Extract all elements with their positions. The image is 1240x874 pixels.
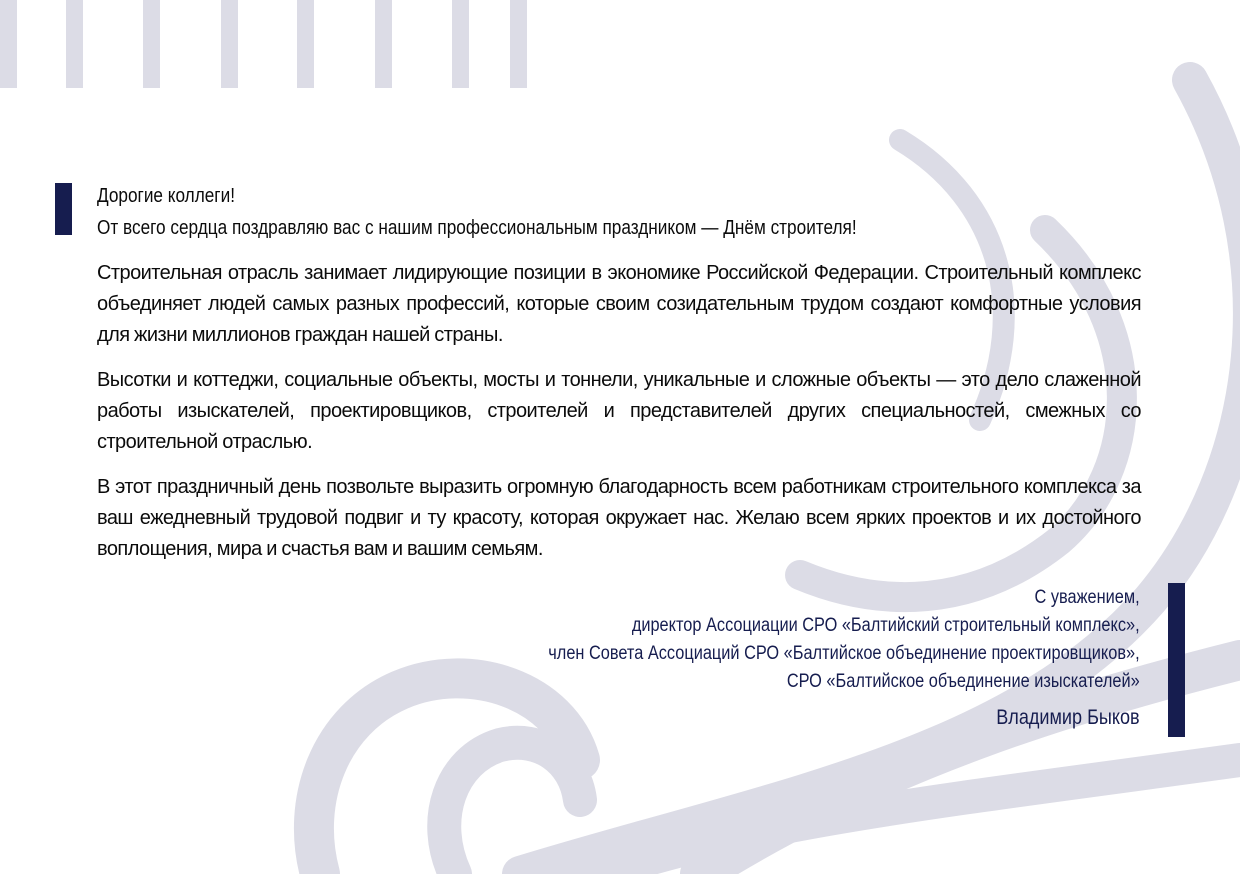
signature-title-line: член Совета Ассоциаций СРО «Балтийское объединение проектировщиков», <box>548 643 1140 664</box>
intro-line: От всего сердца поздравляю вас с нашим профессиональным праздником — Днём строителя! <box>97 217 857 239</box>
decor-column <box>221 0 238 88</box>
signature-title-line: СРО «Балтийское объединение изыскателей» <box>787 671 1140 692</box>
accent-bar-right <box>1168 583 1185 737</box>
paragraph: Строительная отрасль занимает лидирующие позиции в экономике Российской Федерации. Строительный комплекс объединяет людей самых разных профессий, которые своим созидательным трудом создают комфортные условия для жизни миллионов граждан нашей страны. <box>97 262 1141 346</box>
signature-title-line: директор Ассоциации СРО «Балтийский строительный комплекс», <box>632 615 1140 636</box>
decor-column <box>510 0 527 88</box>
decor-column <box>452 0 469 88</box>
decor-column <box>66 0 83 88</box>
paragraph: В этот праздничный день позвольте выразить огромную благодарность всем работникам строительного комплекса за ваш ежедневный трудовой подвиг и ту красоту, которая окружает нас. Желаю всем ярких проектов и их достойного воплощения, мира и счастья вам и вашим семьям. <box>97 476 1141 560</box>
accent-bar-left <box>55 183 72 235</box>
signature-block <box>452 584 1140 732</box>
signature-name: Владимир Быков <box>996 706 1140 729</box>
decor-column <box>143 0 160 88</box>
signature-regards: С уважением, <box>1034 587 1140 608</box>
decor-column <box>375 0 392 88</box>
paragraph: Высотки и коттеджи, социальные объекты, мосты и тоннели, уникальные и сложные объекты — это дело слаженной работы изыскателей, проектировщиков, строителей и представителей других специальностей, смежных со строительной отраслью. <box>97 369 1141 453</box>
greeting-block <box>97 180 1141 244</box>
letter-body <box>97 180 1141 565</box>
decor-column <box>297 0 314 88</box>
decor-column <box>0 0 17 88</box>
greeting-line: Дорогие коллеги! <box>97 185 235 207</box>
